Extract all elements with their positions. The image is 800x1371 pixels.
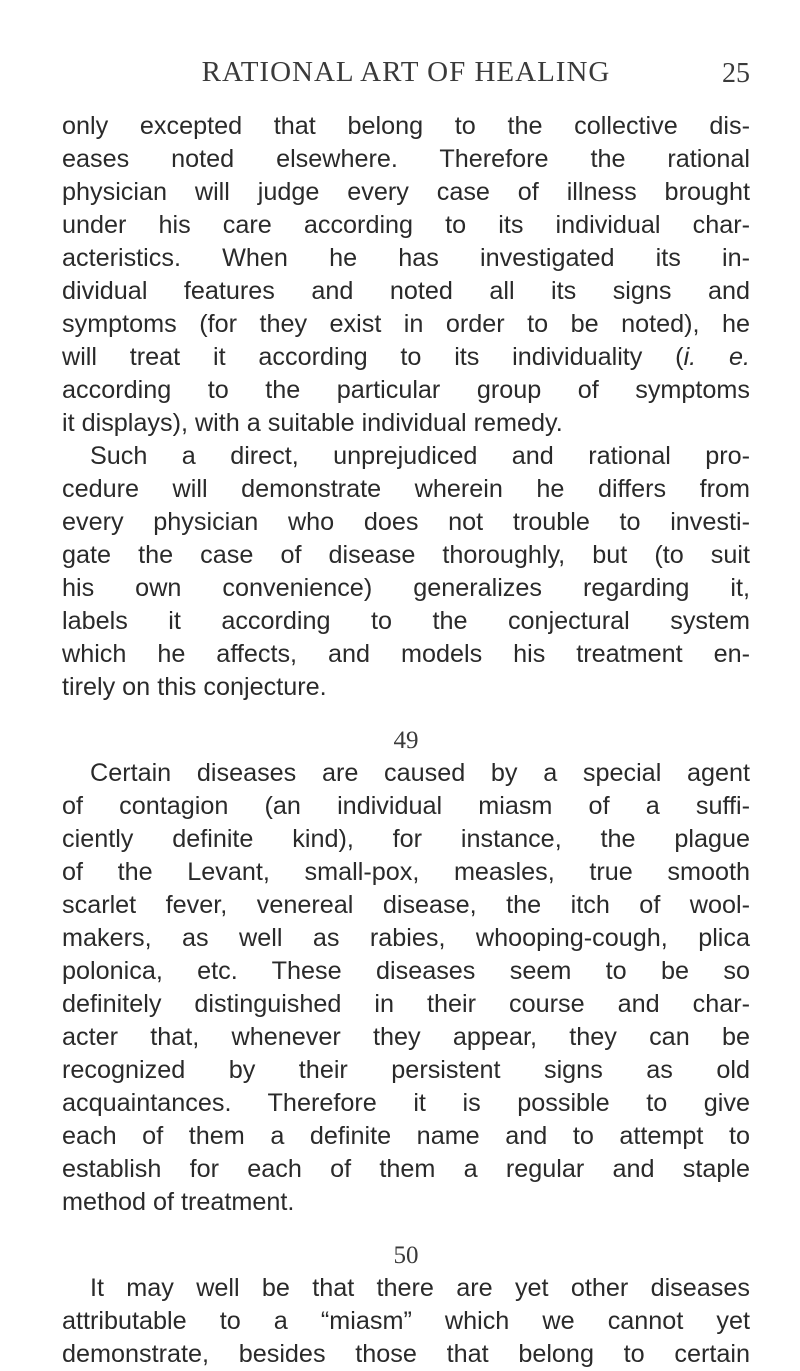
text-line: eases noted elsewhere. Therefore the rational (62, 145, 750, 173)
paragraph-procedure (62, 440, 750, 704)
text-line: it displays), with a suitable individual remedy. (62, 409, 563, 437)
text-line: establish for each of them a regular and staple (62, 1155, 750, 1183)
text-line: only excepted that belong to the collective dis- (62, 112, 750, 140)
text-line: tirely on this conjecture. (62, 673, 327, 701)
text-line: definitely distinguished in their course and char- (62, 990, 750, 1018)
text-line: of the Levant, small-pox, measles, true smooth (62, 858, 750, 886)
text-line: of contagion (an individual miasm of a suffi- (62, 792, 750, 820)
text-line: according to the particular group of symptoms (62, 376, 750, 404)
section-number-49: 49 (393, 727, 419, 754)
page-number: 25 (722, 58, 750, 89)
text-line: It may well be that there are yet other diseases (90, 1274, 750, 1302)
text-line: each of them a definite name and to attempt to (62, 1122, 750, 1150)
text-line: cedure will demonstrate wherein he differs from (62, 475, 750, 503)
text-line: physician will judge every case of illness brought (62, 178, 750, 206)
running-title: RATIONAL ART OF HEALING (201, 56, 611, 88)
text-line: acquaintances. Therefore it is possible to give (62, 1089, 750, 1117)
text-line: gate the case of disease thoroughly, but (to suit (62, 541, 750, 569)
text-line: acter that, whenever they appear, they can be (62, 1023, 750, 1051)
text-line: recognized by their persistent signs as old (62, 1056, 750, 1084)
text-line: demonstrate, besides those that belong to certain (62, 1340, 750, 1368)
section-number-50: 50 (393, 1242, 419, 1269)
text-line: acteristics. When he has investigated its in- (62, 244, 750, 272)
text-line: scarlet fever, venereal disease, the itch of wool- (62, 891, 750, 919)
text-line: method of treatment. (62, 1188, 295, 1216)
text-line: Certain diseases are caused by a special agent (90, 759, 750, 787)
text-line: symptoms (for they exist in order to be noted), he (62, 310, 750, 338)
text-line: his own convenience) generalizes regarding it, (62, 574, 750, 602)
text-line: makers, as well as rabies, whooping-cough, plica (62, 924, 750, 952)
text-line: ciently definite kind), for instance, the plague (62, 825, 750, 853)
text-line: under his care according to its individual char- (62, 211, 750, 239)
text-line: Such a direct, unprejudiced and rational pro- (90, 442, 750, 470)
text-line: which he affects, and models his treatment en- (62, 640, 750, 668)
text-line: attributable to a “miasm” which we cannot yet (62, 1307, 750, 1335)
section-49-paragraph (62, 757, 750, 1219)
text-line: every physician who does not trouble to investi- (62, 508, 750, 536)
text-line: labels it according to the conjectural system (62, 607, 750, 635)
paragraph-continued (62, 110, 750, 440)
section-50-paragraph (62, 1272, 750, 1371)
text-line: will treat it according to its individuality (i. e. (62, 343, 750, 371)
text-line: dividual features and noted all its signs and (62, 277, 750, 305)
abbreviation-ie: i. e. (683, 343, 750, 371)
book-page (62, 56, 750, 1371)
text-line: polonica, etc. These diseases seem to be so (62, 957, 750, 985)
running-head (62, 56, 750, 96)
